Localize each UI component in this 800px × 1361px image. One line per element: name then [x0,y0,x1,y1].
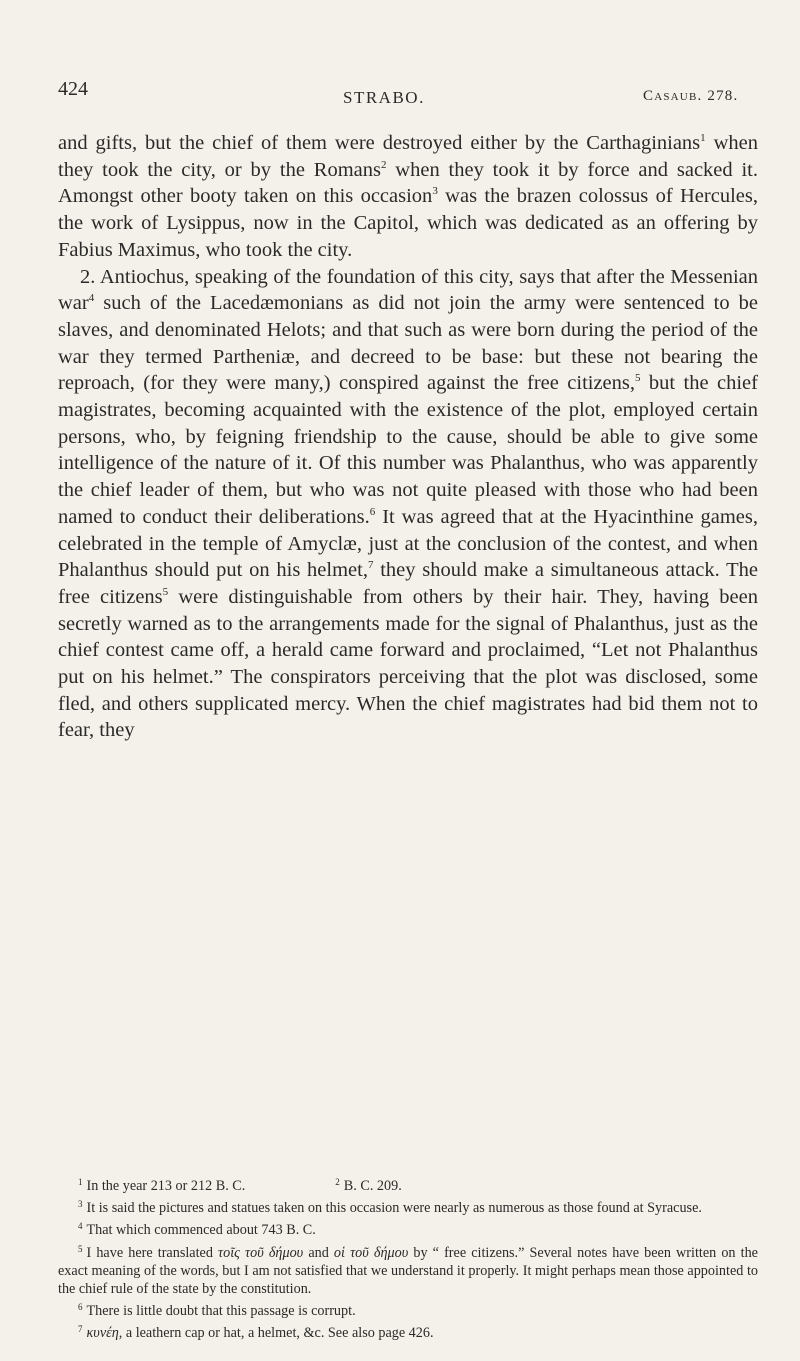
footnote-ref: 4 [88,292,95,305]
footnote-2 [315,1173,401,1195]
footnote-ref: 5 [162,585,169,598]
running-title: STRABO. [343,88,425,107]
greek-term: οἱ τοῦ δήμου [333,1244,409,1261]
text-run: and gifts, but the chief of them were destroyed either by the Carthaginians [58,132,701,154]
page-number: 424 [58,78,88,100]
greek-term: κυνέη [86,1325,119,1342]
footnote-5 [58,1240,758,1299]
footnote-ref: 5 [635,372,641,385]
footnote-mark: 3 [78,1199,83,1210]
footnote-ref: 1 [700,132,706,144]
text-run: was the brazen colossus of Hercules, the work of Lysippus, now in the Capitol, which was dedicated as an offering by Fabius Maximus, who took the city. [58,185,758,261]
footnote-text: I have here translated [86,1244,219,1261]
footnote-ref: 3 [432,185,438,198]
footnote-ref: 6 [369,505,376,518]
text-run: It was agreed that at the Hyacinthine games, celebrated in the temple of Amyclæ, just at the conclusion of the contest, and when Phalanthus should put on his helmet, [58,505,758,582]
footnote-mark: 5 [78,1243,83,1254]
paragraph-1 [58,130,758,264]
footnotes [58,1173,758,1343]
footnote-6 [58,1298,758,1320]
footnote-text: by “ free citizens.” Several notes have been written on the exact meaning of the words, but I am not satisfied that we understand it properly. It might perhaps mean those appointed to the chief rule of the state by the constitution. [58,1244,758,1298]
paragraph-2 [58,264,758,745]
footnote-text: There is little doubt that this passage is corrupt. [86,1303,356,1320]
footnote-mark: 6 [78,1302,83,1313]
footnote-3 [58,1195,758,1217]
footnote-mark: 1 [78,1177,83,1187]
footnote-4 [58,1217,758,1239]
main-text [58,130,758,744]
footnote-row-1-2 [58,1173,758,1195]
text-run: such of the Lacedæmonians as did not join the army were sentenced to be slaves, and denominated Helots; and that such as were born during the period of the war they termed Partheniæ, and decreed to be base: but these not bearing the reproach, (for they were many,) conspired against the free citizens, [58,292,758,395]
footnote-ref: 2 [380,158,387,171]
footnote-text: It is said the pictures and statues taken on this occasion were nearly as numerous as those found at Syracuse. [86,1200,702,1217]
text-run: when they took the city, or by the Romans [58,132,759,181]
text-run: were distinguishable from others by their hair. They, having been secretly warned as to the arrangements made for the signal of Phalanthus, just as the chief contest came off, a herald came forward and proclaimed, “Let not Phalanthus put on his helmet.” The conspirators perceiving that the plot was disclosed, some fled, and others supplicated mercy. When the chief magistrates had bid them not to fear, they [58,585,758,742]
footnote-text: , a leathern cap or hat, a helmet, &c. See also page 426. [118,1325,434,1342]
footnote-mark: 7 [78,1324,83,1335]
footnote-1 [58,1173,245,1195]
greek-term: τοῖς τοῦ δήμου [218,1244,304,1261]
casaubon-reference: Casaub. 278. [643,88,739,104]
footnote-7 [58,1320,758,1342]
footnote-text: That which commenced about 743 B. C. [86,1222,316,1239]
footnote-ref: 7 [367,559,374,572]
text-run: when they took it by force and sacked it. Amongst other booty taken on this occasion [58,158,758,208]
text-run: but the chief magistrates, becoming acquainted with the existence of the plot, employed certain persons, who, by feigning friendship to the cause, should be able to give some intelligence of the nature of it. Of this number was Phalanthus, who was apparently the chief leader of them, but who was not quite pleased with those who had been named to conduct their deliberations. [58,372,758,528]
footnote-text: In the year 213 or 212 B. C. [86,1178,246,1194]
footnote-text: and [303,1244,334,1261]
footnote-mark: 4 [78,1221,83,1232]
text-run: 2. Antiochus, speaking of the foundation of this city, says that after the Messenian war [58,265,758,315]
footnote-text: B. C. 209. [343,1178,402,1194]
text-run: they should make a simultaneous attack. The free citizens [58,559,758,608]
page-header [58,78,758,108]
footnote-mark: 2 [335,1177,340,1187]
